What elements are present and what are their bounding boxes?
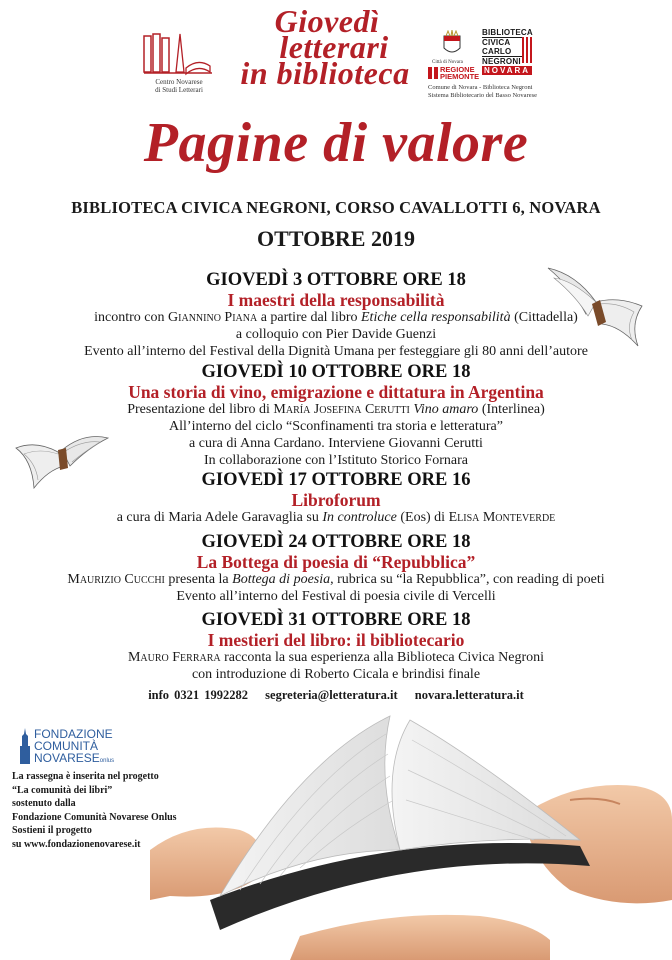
project-line: “La comunità dei libri” (12, 784, 113, 796)
main-title: Pagine di valore (143, 112, 529, 174)
event-title: I maestri della responsabilità (227, 290, 445, 310)
library-logo-stripes-icon (522, 37, 532, 63)
event-date: GIOVEDÌ 10 OTTOBRE ORE 18 (201, 362, 471, 382)
event-description-line: Mauro Ferrara racconta la sua esperienza alla Biblioteca Civica Negroni (127, 650, 545, 665)
event-description-line: con introduzione di Roberto Cicala e brindisi finale (191, 667, 481, 682)
event-oct-17 (40, 470, 632, 526)
fondazione-logo (12, 726, 152, 766)
library-line: CIVICA (482, 37, 532, 47)
left-logo-caption-line: di Studi Letterari (155, 86, 203, 94)
contact-website[interactable]: novara.letteratura.it (414, 688, 524, 702)
series-title-line: letterari (279, 29, 389, 65)
fondazione-logo-line: NOVARESEonlus (34, 751, 115, 765)
library-line: CARLO (482, 47, 512, 56)
event-description-line: a cura di Maria Adele Garavaglia su In controluce (Eos) di Elisa Monteverde (116, 510, 556, 525)
library-line: BIBLIOTECA (482, 28, 533, 37)
event-description-line: a cura di Anna Cardano. Interviene Giovanni Cerutti (189, 436, 483, 451)
event-date: GIOVEDÌ 31 OTTOBRE ORE 18 (201, 610, 471, 630)
event-title: I mestieri del libro: il bibliotecario (207, 630, 465, 650)
project-info (12, 770, 212, 851)
centro-novarese-logo (140, 28, 220, 100)
series-title (232, 3, 422, 91)
project-line: sostenuto dalla (12, 798, 76, 809)
event-oct-3 (40, 270, 632, 360)
event-title: La Bottega di poesia di “Repubblica” (196, 552, 476, 572)
event-description-line: incontro con Giannino Piana a partire dal libro Etiche cella responsabilità (Cittadella) (94, 310, 578, 325)
left-logo-caption-line: Centro Novarese (155, 78, 203, 86)
event-description-line: All’interno del ciclo “Sconfinamenti tra storia e letteratura” (169, 419, 503, 434)
books-icon (140, 28, 220, 78)
event-title: Una storia di vino, emigrazione e dittatura in Argentina (128, 382, 544, 402)
comune-caption: Città di Novara (432, 60, 463, 65)
biblioteca-negroni-logo (482, 28, 532, 82)
project-website[interactable]: su www.fondazionenovarese.it (12, 838, 141, 850)
event-description-line: In collaborazione con l’Istituto Storico Fornara (204, 453, 468, 468)
event-description-line: Maurizio Cucchi presenta la Bottega di poesia, rubrica su “la Repubblica”, con reading di poeti (67, 572, 605, 587)
event-oct-10 (40, 362, 632, 469)
regione-line: PIEMONTE (440, 72, 480, 81)
library-line: NEGRONI (482, 56, 532, 66)
series-title-line: in biblioteca (240, 55, 410, 91)
fondazione-logo-line: COMUNITÀ (34, 739, 98, 753)
partner-logos (426, 26, 546, 104)
library-line: NOVARA (483, 66, 531, 75)
series-title-line: Giovedì (274, 3, 380, 39)
contact-phone: info 0321 1992282 (148, 688, 249, 702)
event-description-line: Evento all’interno del Festival della Dignità Umana per festeggiare gli 80 anni dell’autore (84, 344, 588, 359)
regione-line: REGIONE (440, 65, 475, 74)
fondazione-logo-line: FONDAZIONE (34, 727, 113, 741)
event-oct-24 (40, 532, 632, 605)
event-description-line: Presentazione del libro di María Josefina Cerutti Vino amaro (Interlinea) (127, 402, 545, 417)
regione-flag-icon (428, 67, 438, 79)
event-description-line: a colloquio con Pier Davide Guenzi (235, 327, 437, 342)
event-oct-31 (40, 610, 632, 683)
right-logo-caption-line: Sistema Bibliotecario del Basso Novarese (428, 92, 538, 99)
project-line: Fondazione Comunità Novarese Onlus (12, 811, 177, 823)
event-date: GIOVEDÌ 3 OTTOBRE ORE 18 (206, 270, 466, 290)
event-month: OTTOBRE 2019 (257, 226, 415, 251)
contact-email[interactable]: segreteria@letteratura.it (265, 688, 398, 702)
event-description-line: Evento all’interno del Festival di poesia civile di Vercelli (176, 589, 496, 604)
event-date: GIOVEDÌ 17 OTTOBRE ORE 16 (201, 470, 471, 490)
cupola-icon (18, 728, 32, 764)
novara-crest-icon (440, 30, 464, 58)
open-book-hands-image (150, 700, 672, 960)
project-line: La rassegna è inserita nel progetto (12, 771, 159, 782)
project-line: Sostieni il progetto (12, 825, 92, 836)
event-date: GIOVEDÌ 24 OTTOBRE ORE 18 (201, 532, 471, 552)
right-logo-caption-line: Comune di Novara - Biblioteca Negroni (428, 84, 533, 91)
event-title: Libroforum (291, 490, 381, 510)
regione-piemonte-logo (428, 66, 480, 80)
venue-address: BIBLIOTECA CIVICA NEGRONI, CORSO CAVALLOTTI 6, NOVARA (71, 198, 601, 217)
